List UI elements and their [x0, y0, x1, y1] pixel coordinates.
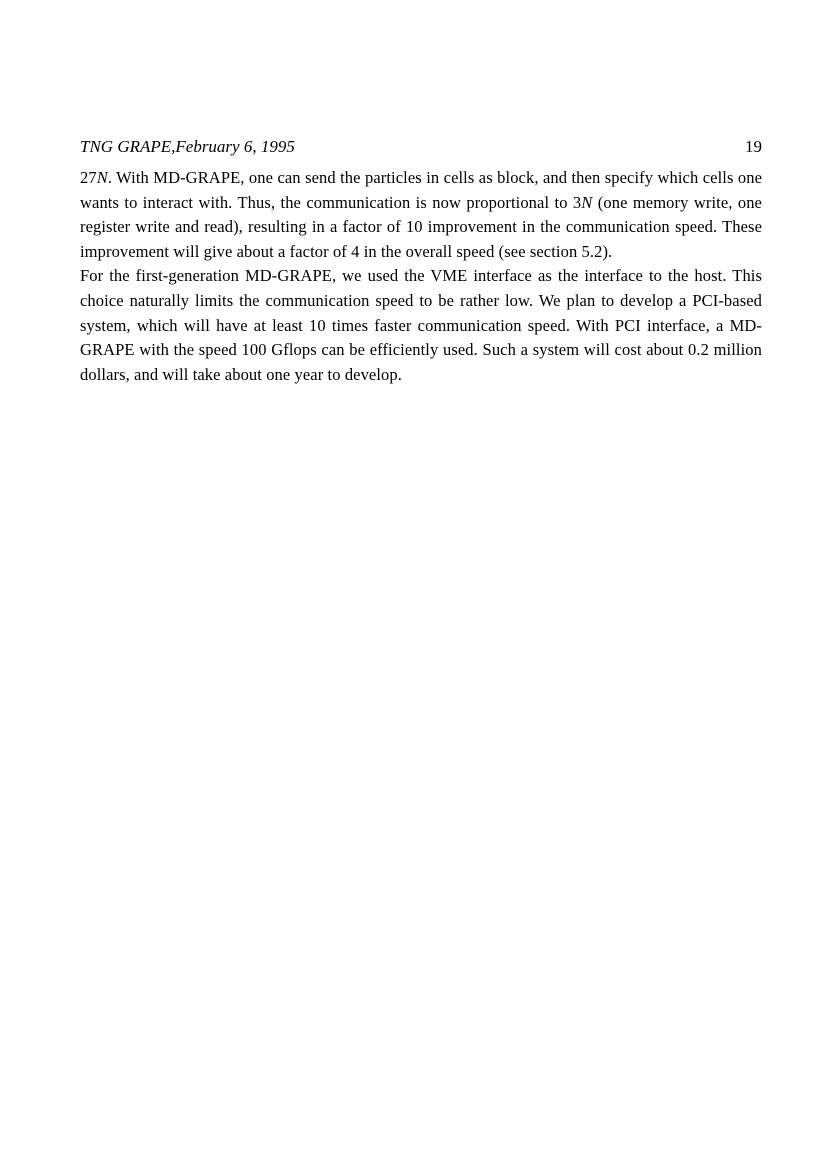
running-header — [80, 137, 762, 157]
body-paragraph: For the first-generation MD-GRAPE, we used the VME interface as the interface to the host. This choice naturally limits the communication speed to be rather low. We plan to develop a PCI-based system, which will have at least 10 times faster communication speed. With PCI interface, a MD-GRAPE with the speed 100 Gflops can be efficiently used. Such a system will cost about 0.2 million dollars, and will take about one year to develop. — [80, 266, 762, 384]
body-text — [80, 166, 762, 387]
page-content — [80, 137, 762, 387]
running-title: TNG GRAPE,February 6, 1995 — [80, 137, 295, 156]
body-paragraph: 27N. With MD-GRAPE, one can send the particles in cells as block, and then specify which cells one wants to interact with. Thus, the communication is now proportional to 3N (one memory write, one register write and read), resulting in a factor of 10 improvement in the communication speed. These improvement will give about a factor of 4 in the overall speed (see section 5.2). — [80, 168, 762, 261]
page-number: 19 — [745, 137, 762, 156]
